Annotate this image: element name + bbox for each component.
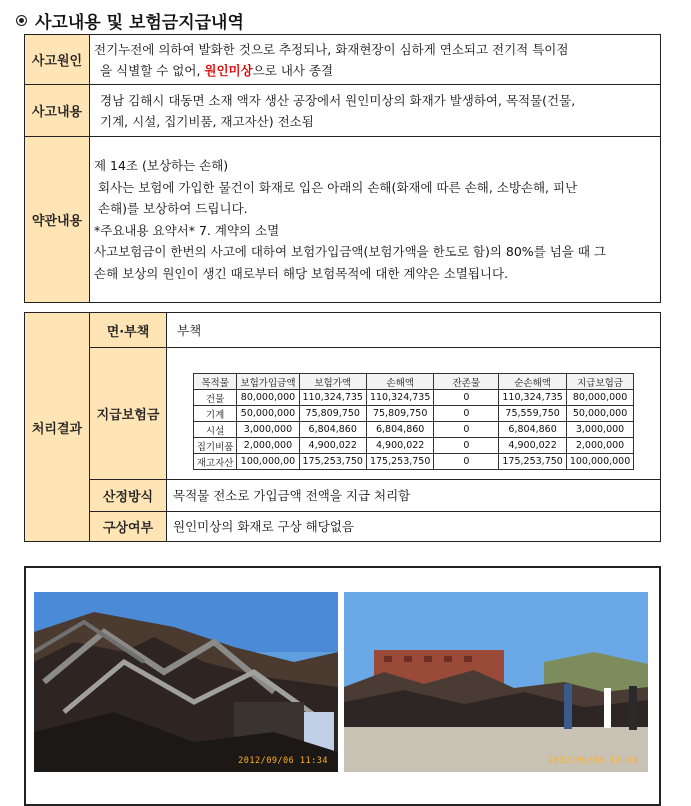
- cell: 75,809,750: [366, 406, 433, 422]
- cell: 3,000,000: [566, 422, 633, 438]
- cell: 0: [434, 390, 499, 406]
- photo-left-timestamp: 2012/09/06 11:34: [238, 756, 328, 766]
- cell: 건물: [193, 390, 237, 406]
- col-header: 목적물: [193, 374, 237, 390]
- photo-left-image: [34, 592, 338, 772]
- table-row: [193, 454, 634, 470]
- calc-method-value: 목적물 전소로 가입금액 전액을 지급 처리함: [167, 480, 661, 512]
- col-header: 보험가액: [299, 374, 366, 390]
- cell: 3,000,000: [237, 422, 299, 438]
- photo-frame: [24, 566, 661, 806]
- table-row: [193, 422, 634, 438]
- cause-line-2-pre: 을 식별할 수 없어,: [100, 62, 205, 78]
- cause-label: 사고원인: [25, 35, 90, 85]
- terms-line: 사고보험금이 한번의 사고에 대하여 보험가입금액(보험가액을 한도로 함)의 80%를 넘을 때 그: [94, 244, 606, 259]
- payment-table: [193, 373, 635, 470]
- accident-info-table: [24, 34, 661, 303]
- cause-line-1: 전기누전에 의하여 발화한 것으로 추정되나, 화재현장이 심하게 연소되고 전기적 특이점: [94, 41, 569, 57]
- payment-label: 지급보험금: [90, 348, 167, 480]
- subrogation-label: 구상여부: [90, 512, 167, 542]
- cell: 50,000,000: [237, 406, 299, 422]
- content-line-1: 경남 김해시 대동면 소재 액자 생산 공장에서 원인미상의 화재가 발생하여, 목적물(건물,: [100, 92, 576, 108]
- bullet-icon: [16, 15, 27, 26]
- content-line-2: 기계, 시설, 집기비품, 재고자산) 전소됨: [100, 113, 314, 129]
- payment-table-header: [193, 374, 634, 390]
- cell: 100,000,000: [566, 454, 633, 470]
- liability-value: 부책: [167, 313, 661, 348]
- cell: 80,000,000: [237, 390, 299, 406]
- table-row: [193, 406, 634, 422]
- cell: 50,000,000: [566, 406, 633, 422]
- cause-line-2-post: 으로 내사 종결: [252, 62, 334, 78]
- cause-line-2: [94, 60, 656, 81]
- cell: 0: [434, 454, 499, 470]
- result-table: [24, 312, 661, 542]
- photo-right-image: [344, 592, 648, 772]
- cell: 2,000,000: [237, 438, 299, 454]
- section-heading: [16, 8, 244, 32]
- fire-damage-photo-right: [344, 592, 648, 772]
- terms-content: [90, 137, 661, 303]
- unknown-cause-text: 원인미상: [204, 62, 253, 78]
- calc-method-label: 산정방식: [90, 480, 167, 512]
- col-header: 보험가입금액: [237, 374, 299, 390]
- content-label: 사고내용: [25, 85, 90, 137]
- cell: 4,900,022: [499, 438, 566, 454]
- cell: 110,324,735: [299, 390, 366, 406]
- terms-line: 손해)를 보상하여 드립니다.: [98, 201, 248, 216]
- cell: 6,804,860: [299, 422, 366, 438]
- cell: 175,253,750: [299, 454, 366, 470]
- cell: 75,559,750: [499, 406, 566, 422]
- cell: 시설: [193, 422, 237, 438]
- cell: 4,900,022: [299, 438, 366, 454]
- table-row: [193, 438, 634, 454]
- cell: 110,324,735: [499, 390, 566, 406]
- cell: 175,253,750: [499, 454, 566, 470]
- cell: 0: [434, 406, 499, 422]
- accident-content: [90, 85, 661, 137]
- cell: 0: [434, 438, 499, 454]
- cell: 기계: [193, 406, 237, 422]
- terms-label: 약관내용: [25, 137, 90, 303]
- result-label: 처리결과: [25, 313, 90, 542]
- cell: 0: [434, 422, 499, 438]
- liability-label: 면·부책: [90, 313, 167, 348]
- cell: 2,000,000: [566, 438, 633, 454]
- cell: 6,804,860: [366, 422, 433, 438]
- fire-damage-photo-left: [34, 592, 338, 772]
- photo-right-timestamp: 2012/09/06 11:34: [548, 756, 638, 766]
- cell: 재고자산: [193, 454, 237, 470]
- terms-line: 회사는 보험에 가입한 물건이 화재로 입은 아래의 손해(화재에 따른 손해, 소방손해, 피난: [98, 179, 578, 195]
- terms-line: 손해 보상의 원인이 생긴 때로부터 해당 보험목적에 대한 계약은 소멸됩니다.: [94, 265, 509, 281]
- cell: 집기비품: [193, 438, 237, 454]
- col-header: 순손해액: [499, 374, 566, 390]
- cell: 100,000,00: [237, 454, 299, 470]
- terms-line: *주요내용 요약서* 7. 계약의 소멸: [94, 222, 280, 238]
- col-header: 지급보험금: [566, 374, 633, 390]
- cell: 175,253,750: [366, 454, 433, 470]
- subrogation-value: 원인미상의 화재로 구상 해당없음: [167, 512, 661, 542]
- terms-line: 제 14조 (보상하는 손해): [94, 158, 229, 173]
- cause-content: [90, 35, 661, 85]
- heading-text: 사고내용 및 보험금지급내역: [35, 12, 244, 33]
- cell: 75,809,750: [299, 406, 366, 422]
- col-header: 잔존물: [434, 374, 499, 390]
- cell: 110,324,735: [366, 390, 433, 406]
- payment-cell: [167, 348, 661, 480]
- table-row: [193, 390, 634, 406]
- cell: 4,900,022: [366, 438, 433, 454]
- col-header: 손해액: [366, 374, 433, 390]
- cell: 6,804,860: [499, 422, 566, 438]
- cell: 80,000,000: [566, 390, 633, 406]
